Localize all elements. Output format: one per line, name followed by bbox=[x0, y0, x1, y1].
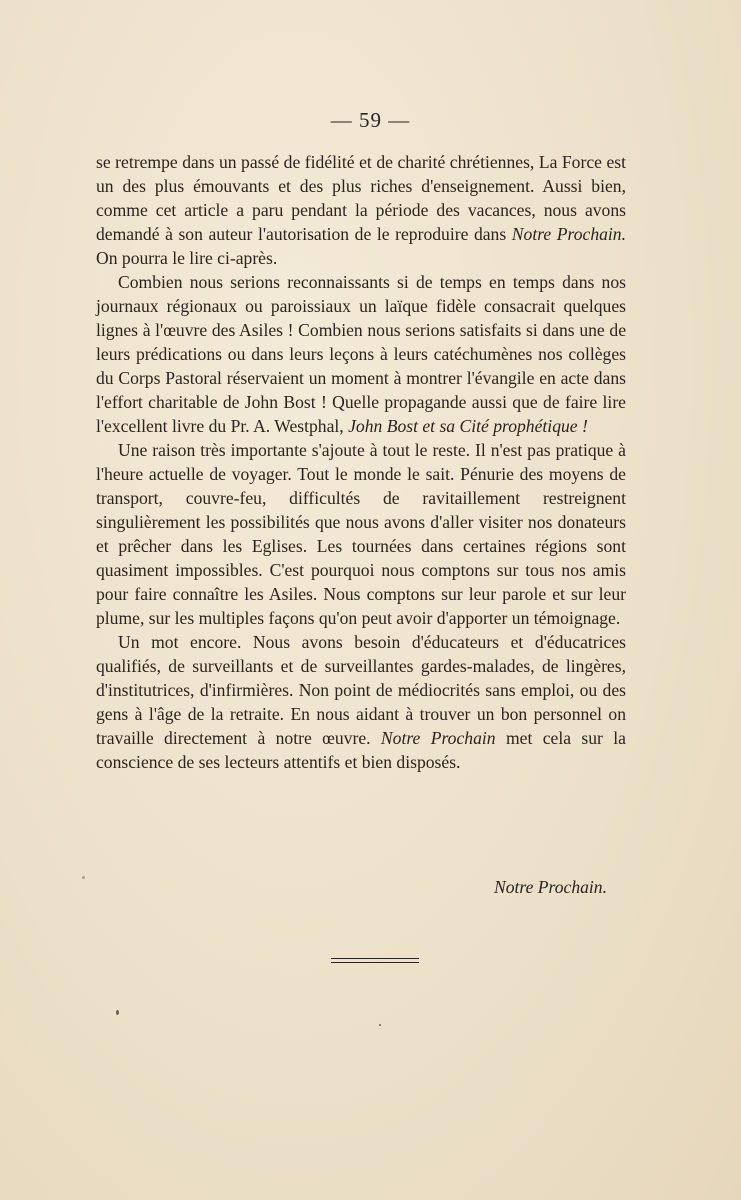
paragraph-1-title-ref: Notre Prochain. bbox=[511, 224, 626, 244]
paragraph-4-text-a: Un mot encore. Nous avons besoin d'éducateurs et d'éducatrices qualifiés, de surveillants et de surveillantes gardes-malades, de lingères, d'institutrices, d'infirmières. Non point de médiocrités sans emploi, ou des gens à l'âge de la retraite. En nous aidant à trouver un bon personnel on travaille directement à notre œuvre. bbox=[96, 632, 626, 748]
paragraph-3 bbox=[96, 438, 626, 630]
paper-speck bbox=[82, 876, 85, 879]
paragraph-2 bbox=[96, 270, 626, 438]
paragraph-4-title-ref: Notre Prochain bbox=[380, 728, 496, 748]
page-number: — 59 — bbox=[330, 108, 411, 132]
article-body bbox=[96, 150, 626, 774]
paragraph-4-text-b: met cela sur la conscience de ses lecteurs attentifs et bien disposés. bbox=[96, 728, 626, 772]
paragraph-2-text-a: Combien nous serions reconnaissants si de temps en temps dans nos journaux régionaux ou paroissiaux un laïque fidèle consacrait quelques lignes à l'œuvre des Asiles ! Combien nous serions satisfaits si dans une de leurs prédications ou dans leurs leçons à leurs catéchumènes nos collèges du Corps Pastoral réservaient un moment à montrer l'évangile en acte dans l'effort charitable de John Bost ! Quelle propagande aussi que de faire lire l'excellent livre du Pr. A. Westphal, bbox=[96, 272, 626, 436]
paragraph-2-book-title: John Bost et sa Cité prophétique ! bbox=[348, 416, 588, 436]
signature: Notre Prochain. bbox=[493, 877, 607, 897]
paragraph-1-text-b: On pourra le lire ci-après. bbox=[96, 248, 278, 268]
paragraph-1-text-a: se retrempe dans un passé de fidélité et de charité chrétiennes, La Force est un des plus émouvants et des plus riches d'enseignement. Aussi bien, comme cet article a paru pendant la période des vacances, nous avons demandé à son auteur l'autorisation de le reproduire dans bbox=[96, 152, 626, 244]
paragraph-1 bbox=[96, 150, 626, 270]
section-divider bbox=[331, 958, 419, 963]
paper-speck bbox=[116, 1010, 119, 1015]
paper-speck bbox=[379, 1024, 381, 1026]
paragraph-4 bbox=[96, 630, 626, 774]
paragraph-3-text: Une raison très importante s'ajoute à tout le reste. Il n'est pas pratique à l'heure actuelle de voyager. Tout le monde le sait. Pénurie des moyens de transport, couvre-feu, difficultés de ravitaillement restreignent singulièrement les possibilités que nous avons d'aller visiter nos donateurs et prêcher dans les Eglises. Les tournées dans certaines régions sont quasiment impossibles. C'est pourquoi nous comptons sur tous nos amis pour faire connaître les Asiles. Nous comptons sur leur parole et sur leur plume, sur les multiples façons qu'on peut avoir d'apporter un témoignage. bbox=[96, 440, 626, 628]
